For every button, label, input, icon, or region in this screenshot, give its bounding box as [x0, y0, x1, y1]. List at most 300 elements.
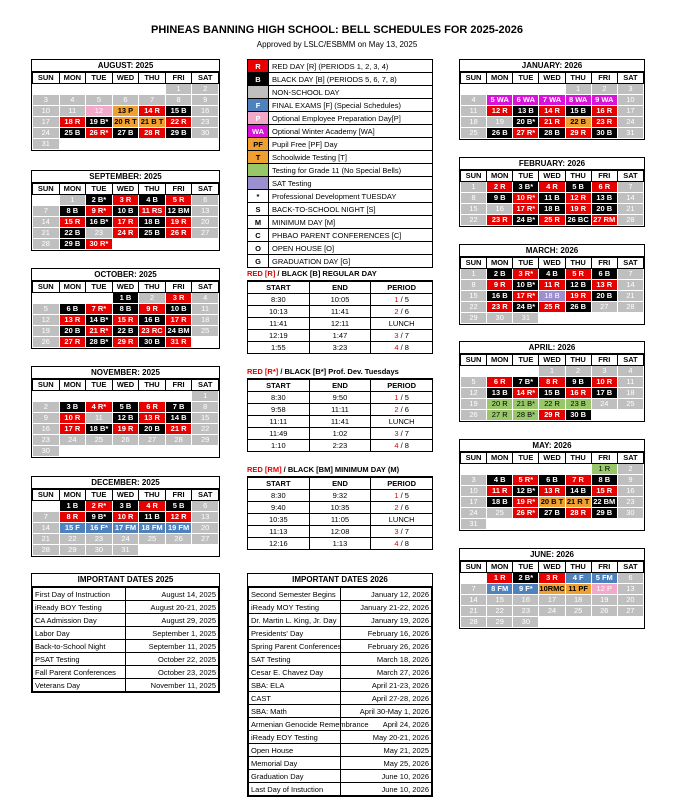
day-cell: 21 R	[539, 117, 565, 128]
important-date-row	[33, 627, 219, 640]
day-cell: 17	[33, 117, 60, 128]
day-cell: 24	[617, 117, 643, 128]
day-cell: 11	[59, 106, 86, 117]
legend-key: F	[248, 99, 269, 112]
schedule-title	[247, 464, 433, 477]
day-cell: 25	[617, 399, 643, 410]
day-cell	[59, 84, 86, 95]
event-date: January 19, 2026	[340, 614, 432, 627]
week-row	[461, 193, 644, 204]
schedule-row	[248, 342, 433, 354]
period-slash: /	[398, 405, 405, 414]
week-row	[461, 269, 644, 280]
month-calendar-august	[31, 59, 220, 151]
day-cell: 28 R	[565, 508, 591, 519]
schedule-title-red: RED [R*]	[247, 367, 279, 376]
schedule-start: 11:13	[248, 526, 310, 538]
day-cell	[192, 239, 219, 250]
period-slash: /	[398, 539, 405, 548]
day-cell: 25	[192, 326, 219, 337]
day-cell: 18 B	[139, 217, 166, 228]
period-slash: /	[398, 429, 405, 438]
day-cell: 15 R	[112, 315, 139, 326]
day-cell: 12 P	[591, 584, 617, 595]
day-cell	[192, 545, 219, 556]
day-cell: 15	[461, 204, 487, 215]
weekday-header-row	[33, 184, 219, 195]
day-cell: 28 B*	[513, 410, 539, 421]
day-cell: 23 R	[487, 302, 513, 313]
period-red: 3	[394, 429, 399, 438]
schedule-title-red: RED [RM]	[247, 465, 282, 474]
schedule-end: 9:32	[309, 490, 371, 502]
schedule-title-rest: / BLACK [BM] MINIMUM DAY (M)	[281, 465, 400, 474]
legend-key: T	[248, 151, 269, 164]
day-cell: 15 B	[565, 106, 591, 117]
day-cell: 8 WA	[565, 95, 591, 106]
weekday-header-row	[461, 355, 644, 366]
weekday-label: FRI	[591, 73, 617, 84]
day-cell: 31	[617, 128, 643, 139]
day-cell: 10 B	[112, 206, 139, 217]
weekday-label: WED	[539, 258, 565, 269]
weekday-label: THU	[139, 490, 166, 501]
month-grid	[460, 561, 644, 628]
legend-row	[248, 73, 433, 86]
weekday-label: TUE	[513, 355, 539, 366]
day-cell: 3 R*	[513, 269, 539, 280]
weekday-label: SUN	[33, 184, 60, 195]
day-cell: 28	[461, 617, 487, 628]
period-black: 8	[404, 343, 409, 352]
day-cell: 11 RS	[139, 206, 166, 217]
day-cell: 4 B	[487, 475, 513, 486]
weekday-label: THU	[139, 282, 166, 293]
day-cell: 29 B	[59, 239, 86, 250]
day-cell: 18 R	[59, 117, 86, 128]
week-row	[33, 228, 219, 239]
month-calendar-december	[31, 476, 220, 557]
event-name: Back-to-School Night	[33, 640, 126, 653]
legend-label: GRADUATION DAY [G]	[269, 255, 433, 268]
day-cell: 7	[139, 95, 166, 106]
event-date: September 1, 2025	[126, 627, 219, 640]
day-cell: 26	[165, 534, 192, 545]
schedule-start: 11:49	[248, 428, 310, 440]
day-cell: 15	[192, 413, 219, 424]
week-row	[33, 402, 219, 413]
day-cell: 2 B*	[513, 573, 539, 584]
day-cell: 7 B*	[513, 377, 539, 388]
day-cell: 20 B*	[513, 117, 539, 128]
day-cell: 18	[192, 315, 219, 326]
day-cell	[513, 464, 539, 475]
legend-key: G	[248, 255, 269, 268]
week-row	[33, 545, 219, 556]
day-cell	[86, 293, 113, 304]
event-name: Spring Parent Conferences	[249, 640, 341, 653]
day-cell: 10RMC	[539, 584, 565, 593]
day-cell: 29 R	[112, 337, 139, 348]
day-cell: 19 R	[165, 217, 192, 228]
legend-label: MINIMUM DAY [M]	[269, 216, 433, 229]
day-cell: 9 R	[487, 280, 513, 291]
period-slash: /	[398, 307, 405, 316]
schedule-start: 9:40	[248, 502, 310, 514]
day-cell: 1 B	[59, 501, 86, 512]
weekday-label: WED	[539, 73, 565, 84]
day-cell: 20 R T	[112, 117, 139, 128]
day-cell: 27 RM	[591, 215, 617, 226]
month-grid	[32, 379, 219, 457]
weekday-label: FRI	[591, 171, 617, 182]
day-cell: 29 B	[165, 128, 192, 139]
day-cell: 2	[565, 366, 591, 377]
day-cell: 20 B	[591, 204, 617, 215]
schedule-end: 1:13	[309, 538, 371, 550]
day-cell: 30 B	[139, 337, 166, 348]
day-cell: 28	[165, 435, 192, 446]
weekday-label: TUE	[513, 562, 539, 573]
event-name: Second Semester Begins	[249, 588, 341, 601]
schedule-header: PERIOD	[371, 478, 433, 490]
legend-row	[248, 216, 433, 229]
legend-key: PF	[248, 138, 269, 151]
day-cell: 22	[461, 215, 487, 226]
legend-key: O	[248, 242, 269, 255]
schedule-end: 11:05	[309, 514, 371, 526]
week-row	[33, 446, 219, 457]
weekday-label: FRI	[165, 184, 192, 195]
day-cell: 6 B	[59, 304, 86, 315]
schedule-end: 2:23	[309, 440, 371, 452]
schedule-start: 9:58	[248, 404, 310, 416]
day-cell: 30	[617, 508, 643, 519]
day-cell: 7 WA	[539, 95, 565, 106]
schedule-header-row	[248, 478, 433, 490]
important-date-row	[33, 601, 219, 614]
day-cell: 11 B	[539, 193, 565, 204]
schedule-start: 10:13	[248, 306, 310, 318]
weekday-label: SUN	[461, 258, 487, 269]
important-date-row	[33, 653, 219, 666]
month-calendar-march	[459, 244, 645, 325]
day-cell: 27 R	[487, 410, 513, 421]
day-cell	[33, 293, 60, 304]
day-cell	[139, 545, 166, 556]
day-cell	[539, 84, 565, 95]
day-cell	[112, 84, 139, 95]
day-cell: 16 R	[565, 388, 591, 399]
day-cell	[539, 519, 565, 530]
schedule-row	[248, 502, 433, 514]
day-cell: 24	[461, 508, 487, 519]
day-cell: 12	[86, 106, 113, 117]
week-row	[461, 117, 644, 128]
day-cell: 23	[86, 228, 113, 239]
day-cell: 3 R	[539, 573, 565, 584]
weekday-label: SAT	[617, 453, 643, 464]
day-cell	[33, 195, 60, 206]
schedule-pd-tuesday	[247, 366, 433, 452]
period-black: 5	[404, 295, 409, 304]
period-black: 5	[404, 491, 409, 500]
period-slash: /	[398, 295, 405, 304]
day-cell: 9 WA	[591, 95, 617, 106]
weekday-label: THU	[565, 171, 591, 182]
weekday-label: SUN	[33, 380, 60, 391]
weekday-label: MON	[487, 453, 513, 464]
legend-key: M	[248, 216, 269, 229]
day-cell: 23 R	[487, 215, 513, 226]
day-cell: 1	[461, 269, 487, 280]
day-cell: 12	[461, 388, 487, 399]
week-row	[33, 217, 219, 228]
schedule-end: 10:05	[309, 294, 371, 306]
weekday-header-row	[33, 282, 219, 293]
event-name: Armenian Genocide Remembrance	[249, 718, 341, 731]
month-title: AUGUST: 2025	[32, 60, 219, 72]
schedule-header: START	[248, 380, 310, 392]
important-date-row	[249, 692, 432, 705]
day-cell: 10 R	[112, 512, 139, 523]
schedule-row	[248, 416, 433, 428]
day-cell: 8	[461, 193, 487, 204]
day-cell: 25 B	[59, 128, 86, 139]
day-cell: 14 R*	[513, 388, 539, 399]
day-cell: 26 BC	[565, 215, 591, 226]
week-row	[461, 486, 644, 497]
week-row	[33, 424, 219, 435]
day-cell: 7	[461, 584, 487, 595]
weekday-header-row	[461, 562, 644, 573]
event-name: Fall Parent Conferences	[33, 666, 126, 679]
event-date: January 21-22, 2026	[340, 601, 432, 614]
schedule-header: PERIOD	[371, 380, 433, 392]
weekday-label: MON	[59, 184, 86, 195]
weekday-label: TUE	[513, 73, 539, 84]
weekday-label: WED	[539, 453, 565, 464]
day-cell	[565, 519, 591, 530]
day-cell: 23 RC	[139, 326, 166, 337]
day-cell	[461, 573, 487, 584]
event-date: April 30-May 1, 2026	[340, 705, 432, 718]
schedule-end: 1:47	[309, 330, 371, 342]
day-cell: 10	[33, 106, 60, 117]
day-cell: 13 R	[139, 413, 166, 424]
day-cell: 21	[33, 534, 60, 545]
day-cell: 26	[112, 435, 139, 446]
day-cell: 2 B	[487, 269, 513, 280]
weekday-label: TUE	[86, 73, 113, 84]
day-cell: 19 R	[565, 204, 591, 215]
week-row	[33, 106, 219, 117]
period-black: 6	[404, 503, 409, 512]
important-date-row	[249, 601, 432, 614]
day-cell: 15 B	[165, 106, 192, 117]
day-cell: 17 FM	[112, 523, 139, 534]
month-title: JUNE: 2026	[460, 549, 644, 561]
day-cell: 4	[192, 293, 219, 304]
day-cell: 17 R	[165, 315, 192, 326]
event-name: Memorial Day	[249, 757, 341, 770]
day-cell	[565, 464, 591, 475]
weekday-label: WED	[539, 171, 565, 182]
important-date-row	[249, 770, 432, 783]
week-row	[461, 182, 644, 193]
month-title: NOVEMBER: 2025	[32, 367, 219, 379]
event-name: Labor Day	[33, 627, 126, 640]
weekday-label: TUE	[86, 184, 113, 195]
day-cell: 8 FM	[487, 584, 513, 595]
day-cell: 13 B	[513, 106, 539, 117]
day-cell: 4 B	[139, 195, 166, 206]
day-cell: 8	[461, 280, 487, 291]
schedule-title-rest: / BLACK [B*] Prof. Dev. Tuesdays	[278, 367, 399, 376]
event-name: CA Admission Day	[33, 614, 126, 627]
schedule-end: 10:35	[309, 502, 371, 514]
weekday-label: MON	[59, 380, 86, 391]
period-red: 4	[394, 441, 399, 450]
day-cell: 30	[33, 446, 60, 457]
day-cell: 7 R	[565, 475, 591, 486]
schedule-period	[371, 526, 433, 538]
important-date-row	[249, 679, 432, 692]
day-cell: 25 R	[539, 215, 565, 226]
event-name: SAT Testing	[249, 653, 341, 666]
day-cell: 3	[33, 95, 60, 106]
event-name: Graduation Day	[249, 770, 341, 783]
week-row	[33, 195, 219, 206]
day-cell: 28	[617, 215, 643, 226]
weekday-label: THU	[139, 73, 166, 84]
schedule-row	[248, 306, 433, 318]
day-cell: 6 R	[487, 377, 513, 388]
day-cell: 5 R	[165, 195, 192, 206]
day-cell: 10 B*	[513, 280, 539, 291]
day-cell: 10 R*	[513, 193, 539, 204]
day-cell: 1	[165, 84, 192, 95]
week-row	[461, 497, 644, 508]
day-cell: 18 B*	[86, 424, 113, 435]
schedule-title-red: RED [R]	[247, 269, 276, 278]
week-row	[33, 501, 219, 512]
day-cell: 6	[192, 195, 219, 206]
day-cell: 10 B	[165, 304, 192, 315]
day-cell	[617, 410, 643, 421]
day-cell: 31	[33, 139, 60, 150]
day-cell: 5	[86, 95, 113, 106]
day-cell: 27	[139, 435, 166, 446]
week-row	[461, 366, 644, 377]
period-red: LUNCH	[388, 319, 415, 328]
day-cell: 30	[487, 313, 513, 324]
event-name: iReady MOY Testing	[249, 601, 341, 614]
day-cell: 6 R	[139, 402, 166, 413]
day-cell	[86, 391, 113, 402]
month-title: MARCH: 2026	[460, 245, 644, 257]
day-cell: 28 B	[539, 128, 565, 139]
month-calendar-may	[459, 439, 645, 531]
important-date-row	[249, 588, 432, 601]
week-row	[33, 117, 219, 128]
day-cell: 14	[33, 523, 60, 534]
schedule-end: 11:41	[309, 416, 371, 428]
month-title: DECEMBER: 2025	[32, 477, 219, 489]
day-cell	[165, 446, 192, 457]
day-cell: 17	[617, 106, 643, 117]
event-date: June 10, 2026	[340, 770, 432, 783]
event-name: CAST	[249, 692, 341, 705]
day-cell: 16 B	[139, 315, 166, 326]
weekday-label: SAT	[617, 258, 643, 269]
day-cell: 10 R	[591, 377, 617, 388]
day-cell: 12 R	[565, 193, 591, 204]
period-black: 6	[404, 405, 409, 414]
week-row	[33, 413, 219, 424]
day-cell: 11 B	[139, 512, 166, 523]
day-cell: 5 R	[565, 269, 591, 280]
legend-row	[248, 86, 433, 99]
day-cell: 9 B	[487, 193, 513, 204]
event-date: November 11, 2025	[126, 679, 219, 692]
day-cell: 16 R	[591, 106, 617, 117]
day-cell: 26 R	[165, 228, 192, 239]
weekday-label: TUE	[513, 171, 539, 182]
day-cell: 30 B	[565, 410, 591, 421]
day-cell: 1 B	[112, 293, 139, 304]
event-name: Last Day of Instuction	[249, 783, 341, 796]
weekday-header-row	[33, 73, 219, 84]
day-cell: 27	[617, 606, 643, 617]
weekday-label: SUN	[461, 562, 487, 573]
day-cell: 29 R	[539, 410, 565, 421]
day-cell: 22 R	[539, 399, 565, 410]
day-cell: 14 R	[539, 106, 565, 117]
week-row	[33, 293, 219, 304]
day-cell: 23	[513, 606, 539, 617]
weekday-label: THU	[565, 355, 591, 366]
week-row	[33, 391, 219, 402]
day-cell: 14	[461, 595, 487, 606]
day-cell: 18	[461, 117, 487, 128]
day-cell: 3 B	[59, 402, 86, 413]
day-cell: 7 B	[165, 402, 192, 413]
day-cell: 30	[513, 617, 539, 628]
weekday-label: MON	[59, 282, 86, 293]
day-cell: 16	[192, 106, 219, 117]
week-row	[461, 595, 644, 606]
day-cell: 26 R*	[513, 508, 539, 519]
page-title: PHINEAS BANNING HIGH SCHOOL: BELL SCHEDULES FOR 2025-2026	[150, 24, 524, 36]
schedule-header: PERIOD	[371, 282, 433, 294]
day-cell: 14 B	[565, 486, 591, 497]
day-cell: 12 B	[565, 280, 591, 291]
day-cell: 31	[112, 545, 139, 556]
schedule-period	[371, 342, 433, 354]
day-cell	[59, 293, 86, 304]
weekday-header-row	[33, 490, 219, 501]
event-name: SBA: Math	[249, 705, 341, 718]
day-cell: 28	[33, 545, 60, 556]
day-cell: 25 R	[539, 302, 565, 313]
schedule-row	[248, 294, 433, 306]
period-black: 7	[404, 429, 409, 438]
schedule-period	[371, 538, 433, 550]
day-cell	[165, 239, 192, 250]
day-cell: 3	[617, 84, 643, 95]
legend-row	[248, 60, 433, 73]
